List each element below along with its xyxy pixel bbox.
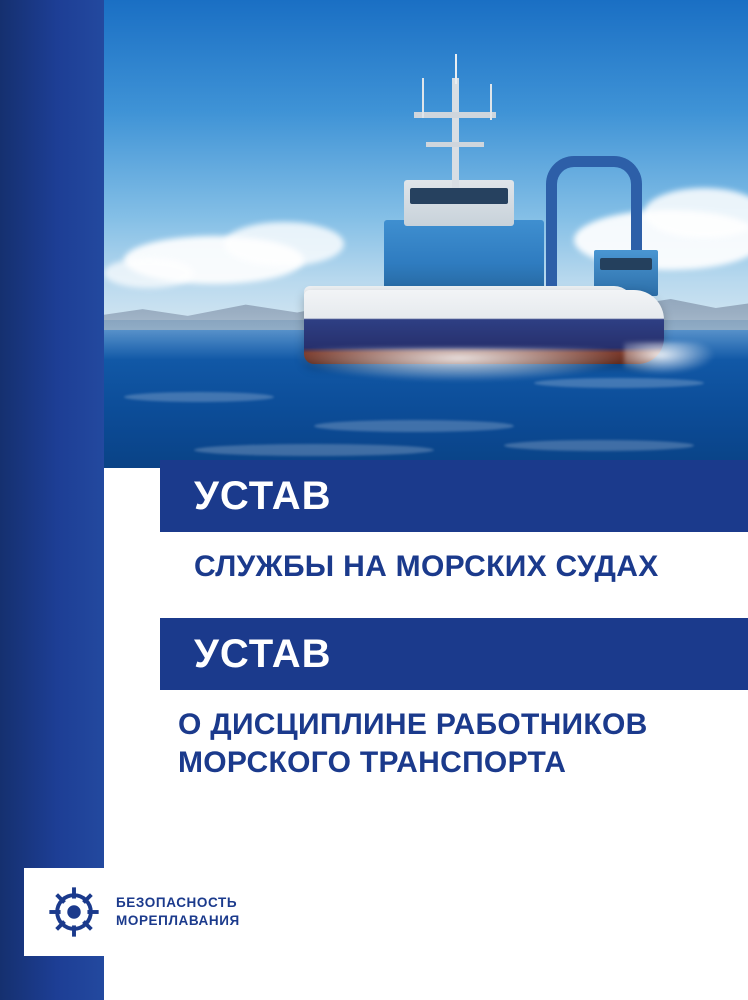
title-word-ustav-2: УСТАВ — [194, 631, 332, 676]
title-word-ustav-1: УСТАВ — [194, 473, 332, 518]
publisher-logo — [24, 868, 324, 956]
ship-mast — [452, 78, 459, 188]
subtitle-o-discipline-rabotnikov: О ДИСЦИПЛИНЕ РАБОТНИКОВ МОРСКОГО ТРАНСПОРТА — [178, 708, 648, 779]
cover-photo — [104, 0, 748, 468]
publisher-name — [116, 894, 240, 930]
cloud — [104, 258, 194, 288]
ship-bridge-windows — [410, 188, 508, 204]
subtitle-sluzhby-na-morskih-sudah: СЛУЖБЫ НА МОРСКИХ СУДАХ — [194, 550, 659, 583]
ship-antenna — [490, 84, 492, 120]
ship-wake — [294, 348, 624, 382]
wave — [534, 378, 704, 388]
ship-mast-crossbeam — [426, 142, 484, 147]
left-brand-stripe — [0, 0, 104, 1000]
wave — [194, 444, 434, 456]
publisher-name-line1: БЕЗОПАСНОСТЬ — [116, 894, 238, 910]
title-band-secondary — [160, 618, 748, 690]
title-band-primary — [160, 460, 748, 532]
wave — [124, 392, 274, 402]
ship-antenna — [422, 78, 424, 118]
ship-bow-spray — [624, 342, 714, 374]
ship-superstructure — [384, 220, 544, 292]
ships-wheel-icon — [46, 884, 102, 940]
ship-mast-crossbeam — [414, 112, 496, 118]
left-brand-stripe-gradient — [0, 0, 104, 1000]
fishing-vessel — [294, 60, 694, 400]
publisher-name-line2: МОРЕПЛАВАНИЯ — [116, 913, 240, 928]
wave — [314, 420, 514, 432]
ship-antenna — [455, 54, 457, 84]
ship-stern-window — [600, 258, 652, 270]
wave — [504, 440, 694, 451]
